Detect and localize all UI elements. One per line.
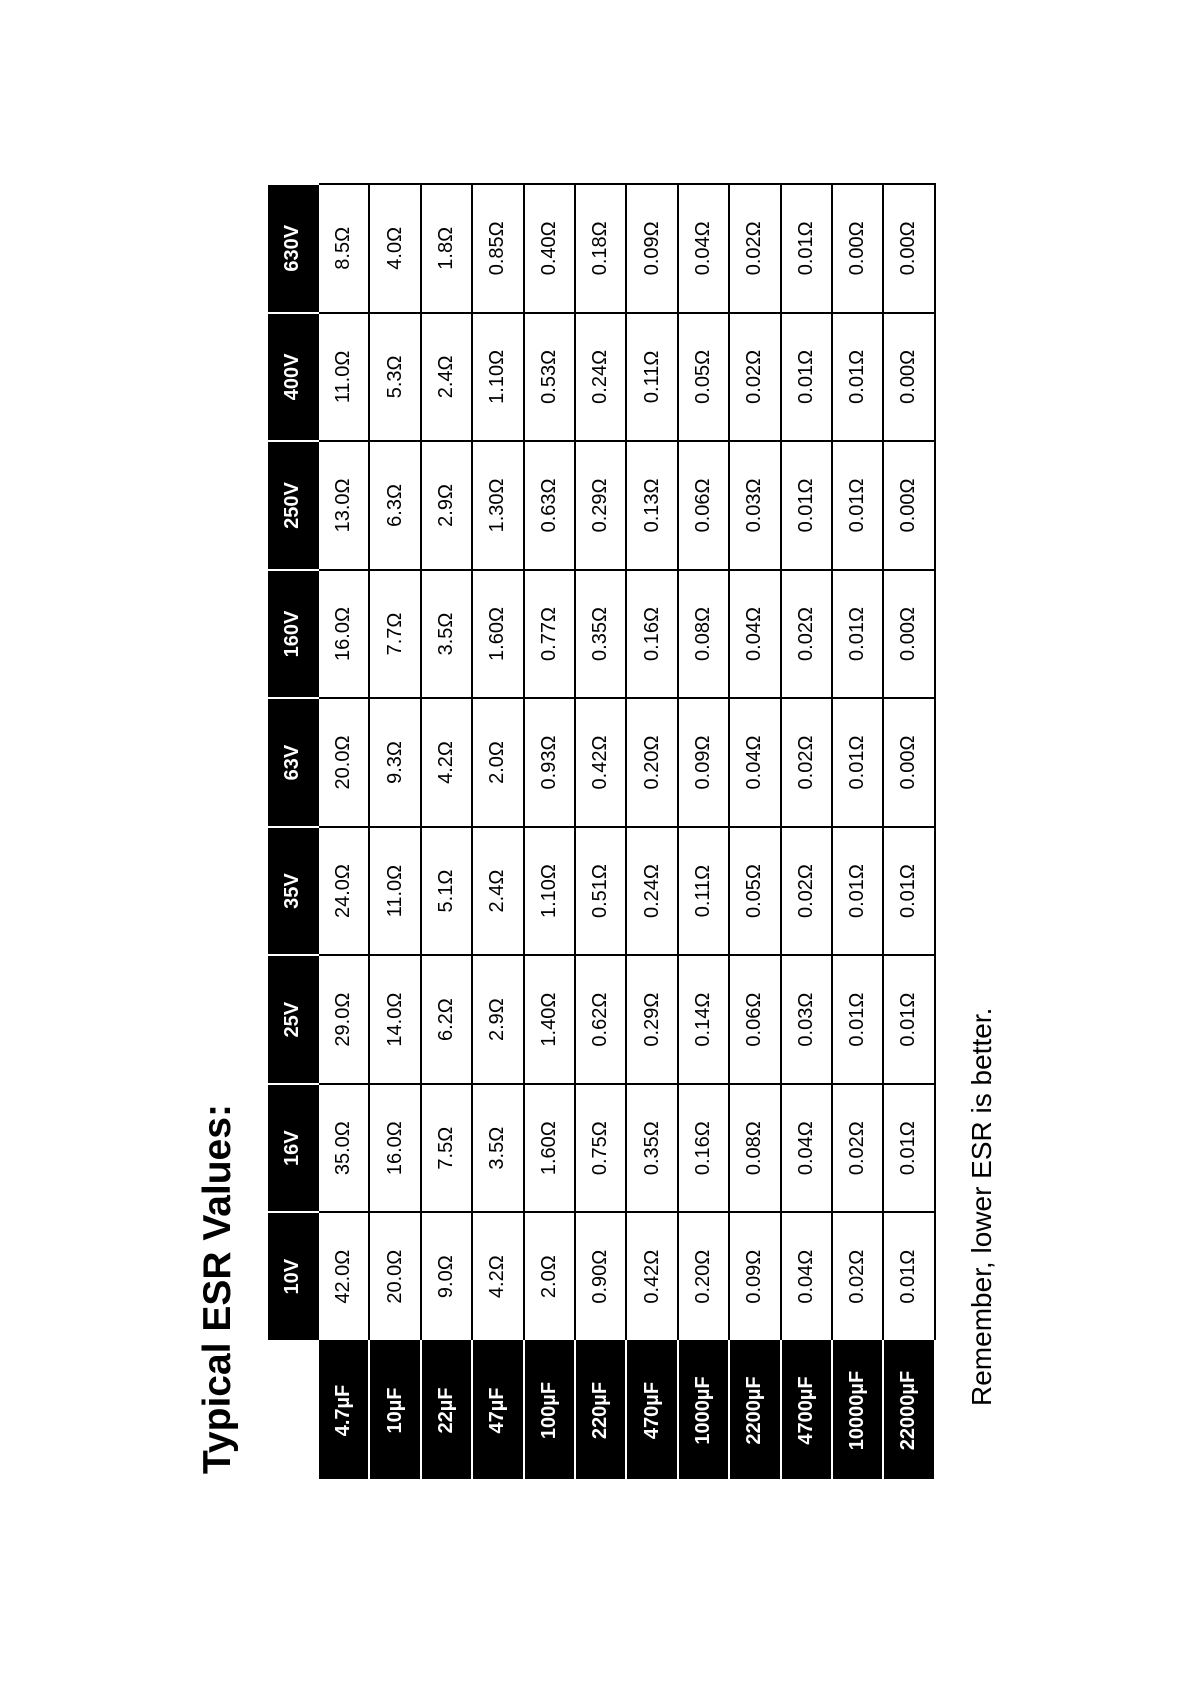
esr-value-cell: 0.62Ω	[575, 955, 626, 1084]
esr-value-cell: 35.0Ω	[318, 1084, 369, 1213]
esr-value-cell: 0.02Ω	[832, 1084, 883, 1213]
esr-value-cell: 0.20Ω	[678, 1212, 729, 1341]
capacitance-header: 22000µF	[883, 1341, 934, 1479]
esr-value-cell: 0.51Ω	[575, 827, 626, 956]
esr-value-cell: 1.40Ω	[524, 955, 575, 1084]
esr-value-cell: 0.00Ω	[883, 441, 934, 570]
esr-value-cell: 0.01Ω	[781, 441, 832, 570]
esr-value-cell: 0.06Ω	[678, 441, 729, 570]
capacitance-header: 220µF	[575, 1341, 626, 1479]
esr-value-cell: 0.13Ω	[626, 441, 677, 570]
esr-value-cell: 0.01Ω	[883, 827, 934, 956]
esr-value-cell: 2.9Ω	[472, 955, 523, 1084]
esr-value-cell: 0.11Ω	[678, 827, 729, 956]
esr-value-cell: 0.18Ω	[575, 184, 626, 313]
voltage-header: 63V	[268, 698, 318, 827]
esr-value-cell: 5.1Ω	[421, 827, 472, 956]
table-row	[421, 184, 472, 1479]
esr-value-cell: 0.04Ω	[781, 1212, 832, 1341]
table-row	[575, 184, 626, 1479]
esr-value-cell: 0.01Ω	[883, 1212, 934, 1341]
esr-value-cell: 7.5Ω	[421, 1084, 472, 1213]
esr-value-cell: 16.0Ω	[318, 570, 369, 699]
esr-value-cell: 1.60Ω	[472, 570, 523, 699]
capacitance-header: 470µF	[626, 1341, 677, 1479]
esr-value-cell: 0.01Ω	[832, 827, 883, 956]
esr-value-cell: 4.0Ω	[369, 184, 420, 313]
footnote: Remember, lower ESR is better.	[966, 1007, 997, 1406]
voltage-header: 250V	[268, 441, 318, 570]
table-row	[678, 184, 729, 1479]
esr-value-cell: 0.09Ω	[678, 698, 729, 827]
esr-value-cell: 0.42Ω	[626, 1212, 677, 1341]
esr-value-cell: 24.0Ω	[318, 827, 369, 956]
esr-value-cell: 0.01Ω	[781, 313, 832, 442]
esr-value-cell: 0.01Ω	[832, 698, 883, 827]
capacitance-header: 22µF	[421, 1341, 472, 1479]
capacitance-header: 4700µF	[781, 1341, 832, 1479]
esr-value-cell: 14.0Ω	[369, 955, 420, 1084]
esr-value-cell: 0.01Ω	[832, 955, 883, 1084]
esr-value-cell: 2.9Ω	[421, 441, 472, 570]
esr-value-cell: 0.01Ω	[883, 955, 934, 1084]
esr-value-cell: 2.0Ω	[472, 698, 523, 827]
esr-value-cell: 0.35Ω	[626, 1084, 677, 1213]
esr-value-cell: 0.02Ω	[832, 1212, 883, 1341]
table-row	[832, 184, 883, 1479]
esr-value-cell: 0.14Ω	[678, 955, 729, 1084]
corner-cell	[268, 1341, 318, 1479]
esr-value-cell: 0.24Ω	[626, 827, 677, 956]
esr-value-cell: 9.0Ω	[421, 1212, 472, 1341]
esr-value-cell: 11.0Ω	[318, 313, 369, 442]
esr-value-cell: 0.63Ω	[524, 441, 575, 570]
esr-value-cell: 11.0Ω	[369, 827, 420, 956]
esr-value-cell: 9.3Ω	[369, 698, 420, 827]
capacitance-header: 2200µF	[729, 1341, 780, 1479]
page-title: Typical ESR Values:	[196, 1104, 239, 1474]
table-row	[472, 184, 523, 1479]
voltage-header: 25V	[268, 955, 318, 1084]
esr-value-cell: 0.03Ω	[781, 955, 832, 1084]
esr-value-cell: 0.75Ω	[575, 1084, 626, 1213]
esr-value-cell: 0.00Ω	[883, 570, 934, 699]
esr-value-cell: 13.0Ω	[318, 441, 369, 570]
esr-value-cell: 0.02Ω	[729, 184, 780, 313]
table-row	[883, 184, 934, 1479]
esr-value-cell: 0.03Ω	[729, 441, 780, 570]
esr-value-cell: 0.09Ω	[626, 184, 677, 313]
esr-value-cell: 0.01Ω	[781, 184, 832, 313]
esr-value-cell: 0.77Ω	[524, 570, 575, 699]
voltage-header: 160V	[268, 570, 318, 699]
esr-value-cell: 0.35Ω	[575, 570, 626, 699]
esr-value-cell: 0.09Ω	[729, 1212, 780, 1341]
esr-value-cell: 0.42Ω	[575, 698, 626, 827]
table-body	[318, 184, 935, 1479]
esr-value-cell: 0.53Ω	[524, 313, 575, 442]
esr-value-cell: 5.3Ω	[369, 313, 420, 442]
esr-value-cell: 2.4Ω	[421, 313, 472, 442]
esr-value-cell: 0.93Ω	[524, 698, 575, 827]
esr-value-cell: 0.02Ω	[781, 570, 832, 699]
capacitance-header: 10000µF	[832, 1341, 883, 1479]
esr-value-cell: 16.0Ω	[369, 1084, 420, 1213]
voltage-header: 10V	[268, 1212, 318, 1341]
esr-value-cell: 2.4Ω	[472, 827, 523, 956]
esr-value-cell: 0.90Ω	[575, 1212, 626, 1341]
esr-value-cell: 8.5Ω	[318, 184, 369, 313]
esr-value-cell: 0.20Ω	[626, 698, 677, 827]
voltage-header: 16V	[268, 1084, 318, 1213]
capacitance-header: 100µF	[524, 1341, 575, 1479]
esr-value-cell: 0.01Ω	[883, 1084, 934, 1213]
esr-value-cell: 0.00Ω	[883, 313, 934, 442]
esr-value-cell: 1.10Ω	[472, 313, 523, 442]
voltage-header: 400V	[268, 313, 318, 442]
esr-value-cell: 29.0Ω	[318, 955, 369, 1084]
esr-value-cell: 4.2Ω	[421, 698, 472, 827]
esr-value-cell: 2.0Ω	[524, 1212, 575, 1341]
table-row	[729, 184, 780, 1479]
esr-value-cell: 0.24Ω	[575, 313, 626, 442]
esr-value-cell: 1.60Ω	[524, 1084, 575, 1213]
esr-value-cell: 3.5Ω	[472, 1084, 523, 1213]
capacitance-header: 1000µF	[678, 1341, 729, 1479]
esr-value-cell: 0.02Ω	[781, 827, 832, 956]
capacitance-header: 4.7µF	[318, 1341, 369, 1479]
esr-value-cell: 0.04Ω	[678, 184, 729, 313]
esr-value-cell: 0.06Ω	[729, 955, 780, 1084]
esr-table	[268, 183, 936, 1479]
esr-value-cell: 0.85Ω	[472, 184, 523, 313]
esr-value-cell: 0.05Ω	[678, 313, 729, 442]
header-row	[268, 184, 318, 1479]
esr-value-cell: 0.29Ω	[575, 441, 626, 570]
esr-value-cell: 0.05Ω	[729, 827, 780, 956]
esr-value-cell: 0.40Ω	[524, 184, 575, 313]
esr-value-cell: 0.16Ω	[678, 1084, 729, 1213]
esr-value-cell: 0.04Ω	[729, 570, 780, 699]
table-row	[626, 184, 677, 1479]
esr-value-cell: 0.00Ω	[883, 184, 934, 313]
esr-value-cell: 0.16Ω	[626, 570, 677, 699]
esr-value-cell: 20.0Ω	[318, 698, 369, 827]
table-row	[781, 184, 832, 1479]
esr-value-cell: 7.7Ω	[369, 570, 420, 699]
esr-value-cell: 6.2Ω	[421, 955, 472, 1084]
esr-value-cell: 42.0Ω	[318, 1212, 369, 1341]
voltage-header: 35V	[268, 827, 318, 956]
esr-value-cell: 0.02Ω	[729, 313, 780, 442]
esr-value-cell: 0.11Ω	[626, 313, 677, 442]
esr-value-cell: 1.10Ω	[524, 827, 575, 956]
esr-value-cell: 3.5Ω	[421, 570, 472, 699]
esr-value-cell: 0.29Ω	[626, 955, 677, 1084]
table-row	[369, 184, 420, 1479]
voltage-header: 630V	[268, 184, 318, 313]
esr-value-cell: 0.00Ω	[832, 184, 883, 313]
esr-value-cell: 0.04Ω	[781, 1084, 832, 1213]
esr-value-cell: 20.0Ω	[369, 1212, 420, 1341]
esr-value-cell: 0.01Ω	[832, 570, 883, 699]
capacitance-header: 47µF	[472, 1341, 523, 1479]
esr-value-cell: 0.04Ω	[729, 698, 780, 827]
table-row	[318, 184, 369, 1479]
esr-value-cell: 0.00Ω	[883, 698, 934, 827]
table-row	[524, 184, 575, 1479]
esr-value-cell: 1.8Ω	[421, 184, 472, 313]
capacitance-header: 10µF	[369, 1341, 420, 1479]
esr-value-cell: 0.08Ω	[678, 570, 729, 699]
esr-value-cell: 4.2Ω	[472, 1212, 523, 1341]
esr-value-cell: 6.3Ω	[369, 441, 420, 570]
esr-value-cell: 1.30Ω	[472, 441, 523, 570]
esr-value-cell: 0.02Ω	[781, 698, 832, 827]
esr-value-cell: 0.01Ω	[832, 313, 883, 442]
esr-value-cell: 0.08Ω	[729, 1084, 780, 1213]
esr-value-cell: 0.01Ω	[832, 441, 883, 570]
